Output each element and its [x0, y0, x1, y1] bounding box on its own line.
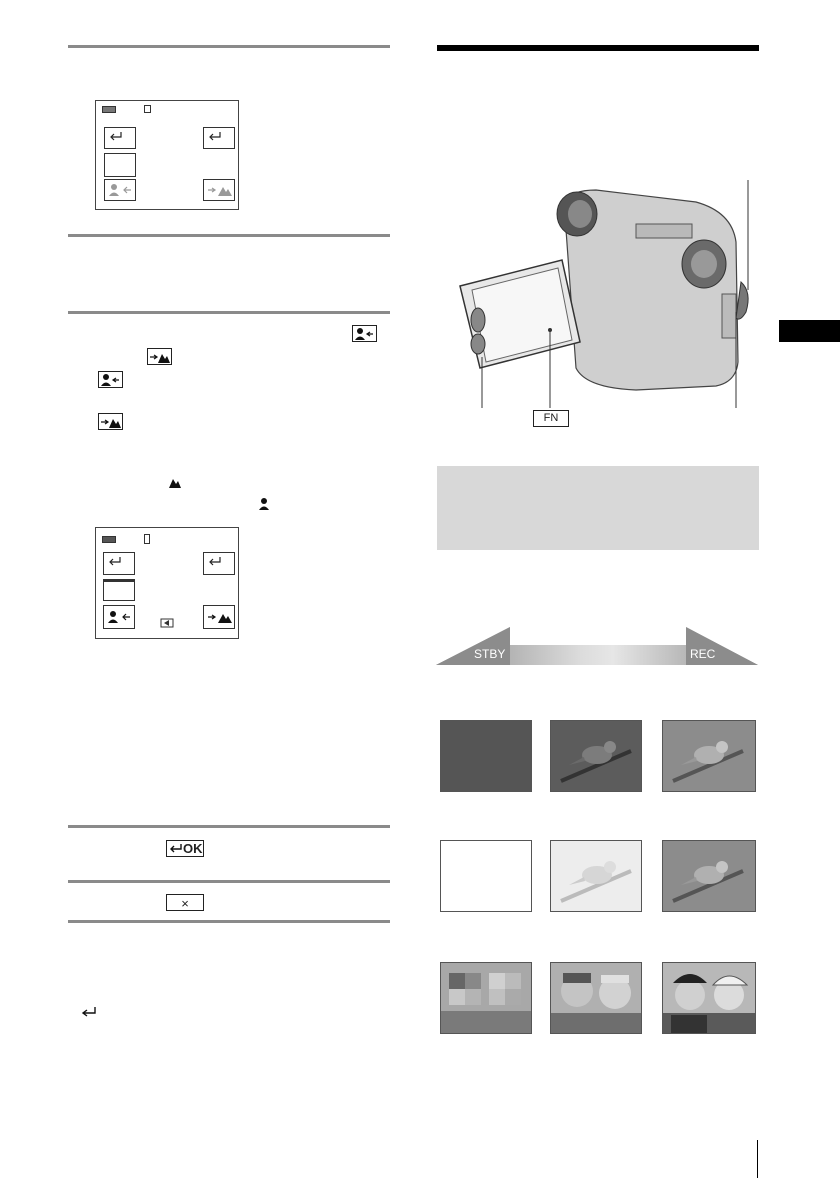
return-arrow-icon: [169, 843, 183, 856]
fade-black-tile-3: [662, 720, 756, 792]
fn-callout-label: FN: [533, 410, 569, 427]
return-arrow-icon: [108, 556, 122, 566]
blank-button[interactable]: [104, 153, 136, 177]
children-photo-mosaic: [441, 963, 532, 1034]
bird-photo: [663, 841, 756, 912]
ok-label: OK: [183, 841, 203, 856]
fade-black-tile-2: [550, 720, 642, 792]
person-icon-inline-2: [98, 371, 123, 388]
person-icon-small: [258, 497, 270, 511]
bird-photo: [551, 841, 642, 912]
fade-white-tile-3: [662, 840, 756, 912]
fade-white-tile-1: [440, 840, 532, 912]
battery-icon: [102, 536, 116, 543]
return-arrow-icon: [80, 1006, 98, 1020]
section-rule-4: [68, 825, 390, 828]
section-rule-2: [68, 234, 390, 237]
side-section-tab: [779, 320, 840, 342]
close-glyph: ×: [181, 896, 189, 911]
mountain-fade-button[interactable]: [203, 179, 235, 201]
section-heading-rule: [437, 45, 759, 51]
mountain-arrow-icon: [148, 349, 171, 364]
mosaic-tile-3: [662, 962, 756, 1034]
return-arrow-icon: [208, 556, 222, 566]
gray-info-panel: [437, 466, 759, 550]
mountain-icon-inline-1: [147, 348, 172, 365]
person-arrow-icon: [99, 372, 122, 387]
mountain-arrow-icon: [99, 414, 122, 429]
section-rule-5: [68, 880, 390, 883]
bird-photo: [663, 721, 756, 792]
section-rule-1: [68, 45, 390, 48]
blank-button[interactable]: [103, 579, 135, 601]
mosaic-tile-1: [440, 962, 532, 1034]
close-button-icon[interactable]: [166, 894, 204, 911]
children-photo: [663, 963, 756, 1034]
person-arrow-icon: [106, 609, 134, 625]
battery-icon: [102, 106, 116, 113]
section-rule-3: [68, 311, 390, 314]
person-arrow-icon: [107, 182, 135, 198]
bird-photo: [551, 721, 642, 792]
mountain-icon-small: [168, 477, 182, 489]
fade-black-tile-1: [440, 720, 532, 792]
return-button-right[interactable]: [203, 552, 235, 575]
children-photo-mosaic: [551, 963, 642, 1034]
tape-icon: [144, 534, 150, 544]
person-fade-button[interactable]: [104, 179, 136, 201]
ok-button-icon[interactable]: [166, 840, 204, 857]
rewind-indicator-icon: [160, 618, 174, 628]
mountain-icon-inline-2: [98, 413, 123, 430]
person-arrow-icon: [353, 326, 376, 341]
return-arrow-icon: [208, 131, 222, 141]
person-fade-button[interactable]: [103, 605, 135, 629]
fade-white-tile-2: [550, 840, 642, 912]
return-button-right[interactable]: [203, 127, 235, 149]
person-icon-inline-1: [352, 325, 377, 342]
mountain-arrow-icon: [206, 182, 234, 198]
mountain-fade-button[interactable]: [203, 605, 235, 629]
camcorder-illustration: [436, 172, 766, 432]
return-button-left[interactable]: [104, 127, 136, 149]
return-arrow-icon: [109, 131, 123, 141]
mountain-arrow-icon: [206, 609, 234, 625]
lcd-screen-preview-1: [95, 100, 239, 210]
page-footer-rule: [757, 1140, 758, 1178]
mosaic-tile-2: [550, 962, 642, 1034]
lcd-screen-preview-2: [95, 527, 239, 639]
return-button-left[interactable]: [103, 552, 135, 575]
section-rule-6: [68, 920, 390, 923]
rec-label: REC: [690, 647, 716, 661]
stby-label: STBY: [474, 647, 506, 661]
tape-icon: [144, 105, 151, 113]
